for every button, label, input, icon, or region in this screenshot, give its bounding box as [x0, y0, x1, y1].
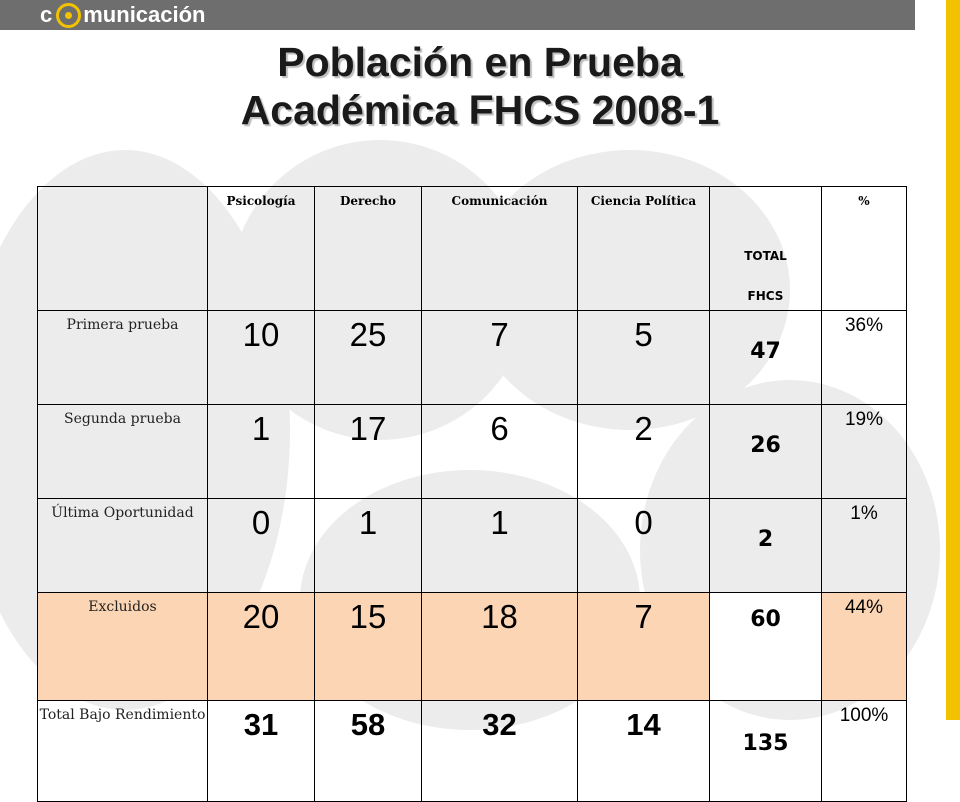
row-label: Total Bajo Rendimiento: [38, 701, 208, 802]
cell-value: 1: [422, 499, 578, 593]
total-header-label: TOTAL: [744, 249, 787, 263]
header-cell-derecho: Derecho: [315, 187, 422, 311]
row-label: Última Oportunidad: [38, 499, 208, 593]
cell-total: 135: [710, 701, 822, 802]
total-header-sublabel: FHCS: [747, 289, 784, 303]
logo-text: municación: [83, 2, 206, 27]
row-label: Excluidos: [38, 593, 208, 701]
cell-total: 60: [710, 593, 822, 701]
row-label: Segunda prueba: [38, 405, 208, 499]
data-table: [37, 186, 907, 802]
header-cell-ciencia-politica: Ciencia Política: [578, 187, 710, 311]
cell-value: 32: [422, 701, 578, 802]
header-cell-total: [710, 187, 822, 311]
title-line-1: Población en Prueba: [277, 39, 683, 85]
header-bar: [0, 0, 915, 30]
logo-letter: c: [40, 2, 53, 27]
cell-value: 0: [578, 499, 710, 593]
header-cell-psicologia: Psicología: [208, 187, 315, 311]
row-label: Primera prueba: [38, 311, 208, 405]
header-cell-percent: %: [822, 187, 907, 311]
title-line-2: Académica FHCS 2008-1: [240, 87, 720, 133]
cell-total: 26: [710, 405, 822, 499]
cell-value: 17: [315, 405, 422, 499]
cell-percent: 100%: [822, 701, 907, 802]
cell-value: 31: [208, 701, 315, 802]
cell-value: 0: [208, 499, 315, 593]
brand-logo: [40, 2, 206, 28]
cell-value: 7: [422, 311, 578, 405]
table-header-row: [38, 187, 907, 311]
header-cell-empty: [38, 187, 208, 311]
logo-ring-icon: [56, 3, 81, 28]
table-row: [38, 405, 907, 499]
cell-total: 2: [710, 499, 822, 593]
cell-value: 5: [578, 311, 710, 405]
cell-value: 18: [422, 593, 578, 701]
cell-value: 20: [208, 593, 315, 701]
table-row: [38, 499, 907, 593]
header-cell-comunicacion: Comunicación: [422, 187, 578, 311]
page-title: [0, 38, 960, 134]
table-row-highlighted: [38, 593, 907, 701]
cell-value: 7: [578, 593, 710, 701]
cell-percent: 36%: [822, 311, 907, 405]
cell-value: 1: [208, 405, 315, 499]
cell-percent: 1%: [822, 499, 907, 593]
cell-value: 25: [315, 311, 422, 405]
cell-value: 6: [422, 405, 578, 499]
cell-value: 1: [315, 499, 422, 593]
cell-total: 47: [710, 311, 822, 405]
table-row-total: [38, 701, 907, 802]
cell-value: 10: [208, 311, 315, 405]
cell-value: 2: [578, 405, 710, 499]
cell-value: 58: [315, 701, 422, 802]
cell-value: 14: [578, 701, 710, 802]
table-row: [38, 311, 907, 405]
cell-value: 15: [315, 593, 422, 701]
cell-percent: 19%: [822, 405, 907, 499]
cell-percent: 44%: [822, 593, 907, 701]
